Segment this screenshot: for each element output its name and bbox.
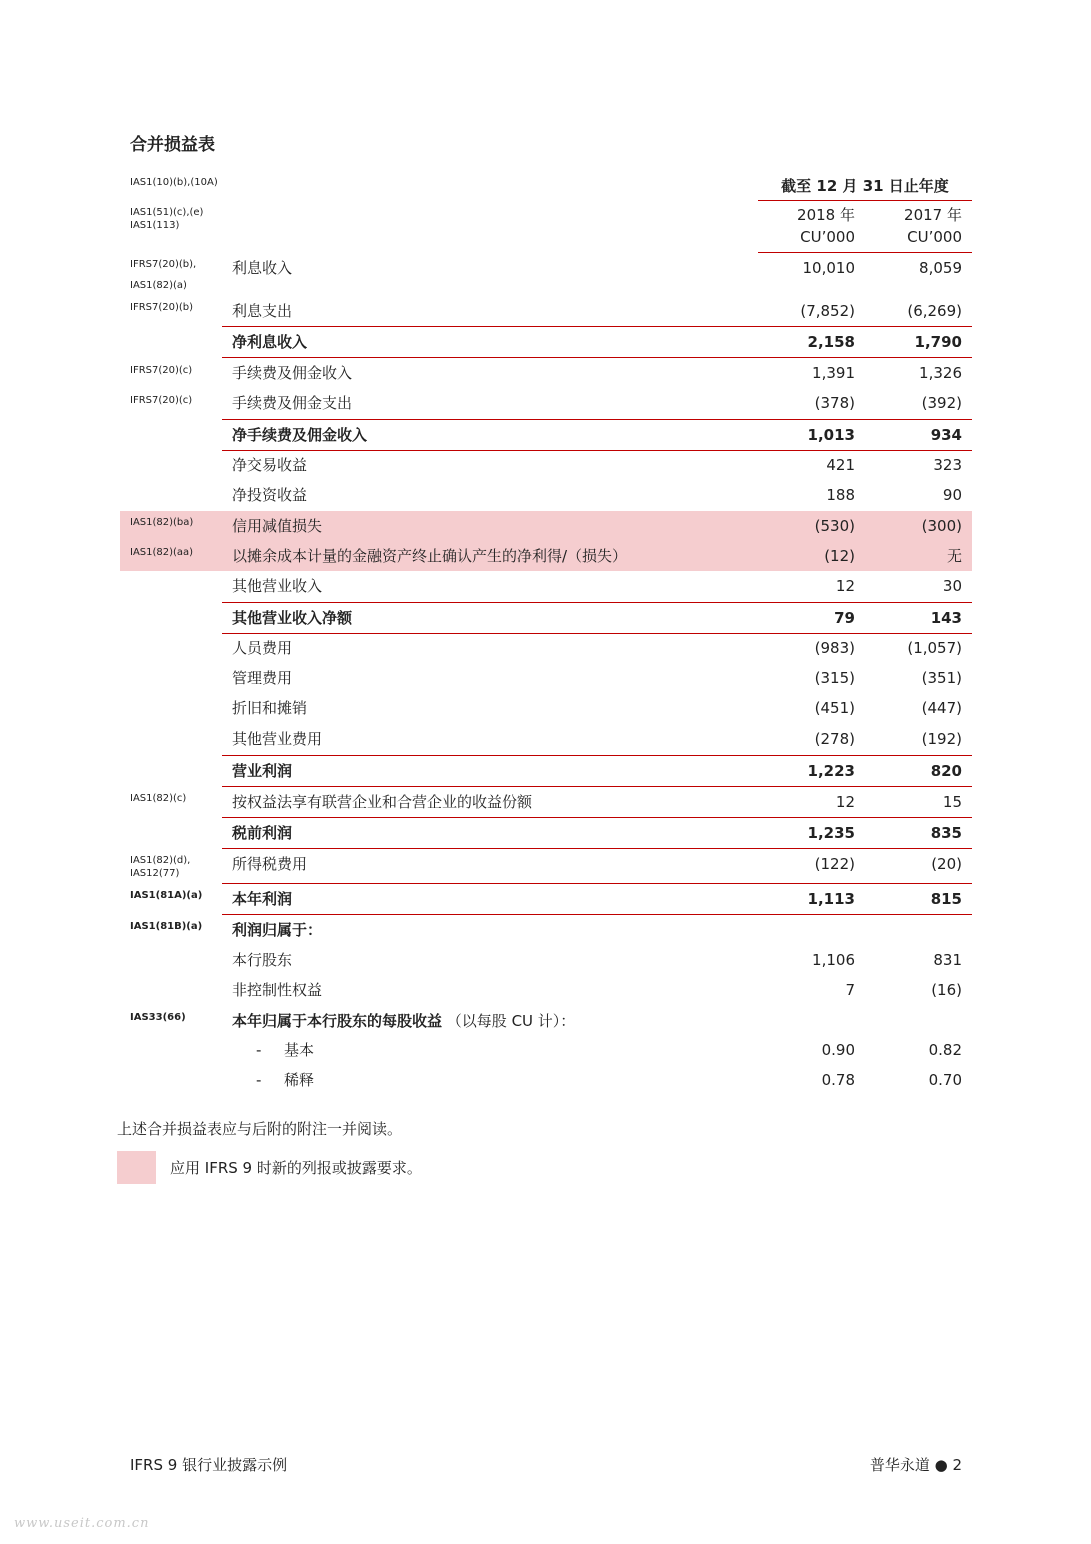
ref-income-tax-a: IAS1(82)(d),: [130, 855, 191, 866]
ref-derecognition: IAS1(82)(aa): [130, 547, 194, 558]
value-2017: 90: [942, 486, 962, 504]
column-header-2018: [755, 204, 855, 248]
table-row: [222, 787, 972, 817]
total-row: [222, 883, 972, 915]
value-2017: 15: [942, 793, 962, 811]
table-row: [222, 849, 972, 879]
ref-fee-expense: IFRS7(20)(c): [130, 395, 193, 406]
value-2018: 1,106: [812, 951, 855, 969]
row-label: 其他营业收入净额: [232, 609, 353, 627]
ref-income-tax-b: IAS12(77): [130, 868, 180, 879]
value-2018: 7: [845, 981, 855, 999]
value-2017: 143: [930, 609, 962, 627]
value-2018: 0.90: [821, 1041, 855, 1059]
table-row: [222, 693, 972, 723]
ref-profit: IAS1(81A)(a): [130, 890, 203, 901]
row-label: 营业利润: [232, 762, 293, 780]
value-2017: (300): [921, 517, 962, 535]
column-unit-2017: CU’000: [907, 228, 962, 246]
value-2017: 835: [930, 824, 962, 842]
footer-title: IFRS 9 银行业披露示例: [130, 1456, 288, 1474]
row-label: 利息收入: [232, 259, 293, 277]
row-label: 按权益法享有联营企业和合营企业的收益份额: [232, 793, 533, 811]
highlighted-row: [222, 511, 972, 541]
row-label: 其他营业收入: [232, 577, 323, 595]
section-heading-row: [222, 1006, 972, 1036]
value-2017: 934: [930, 426, 962, 444]
value-2018: (278): [814, 730, 855, 748]
value-2018: 10,010: [802, 259, 855, 277]
table-row: [222, 571, 972, 601]
ref-interest-income-a: IFRS7(20)(b),: [130, 259, 197, 270]
table-row: [222, 945, 972, 975]
value-2018: 2,158: [807, 333, 855, 351]
ref-attribution: IAS1(81B)(a): [130, 921, 203, 932]
row-label: 信用减值损失: [232, 517, 323, 535]
row-label: 所得税费用: [232, 855, 308, 873]
row-label: 稀释: [284, 1071, 315, 1089]
eps-unit-note: （以每股 CU 计）：: [446, 1012, 576, 1030]
row-label: 手续费及佣金支出: [232, 394, 353, 412]
value-2018: 1,235: [807, 824, 855, 842]
footer-page: 普华永道 ● 2: [869, 1456, 962, 1474]
ref-associates: IAS1(82)(c): [130, 793, 187, 804]
value-2017: (392): [921, 394, 962, 412]
value-2018: 1,013: [807, 426, 855, 444]
value-2017: 815: [930, 890, 962, 908]
watermark: www.useit.com.cn: [14, 1516, 150, 1531]
value-2018: (315): [814, 669, 855, 687]
list-dash: -: [256, 1071, 262, 1089]
value-2017: 0.82: [928, 1041, 962, 1059]
value-2017: (20): [931, 855, 962, 873]
value-2018: (983): [814, 639, 855, 657]
value-2018: 1,113: [807, 890, 855, 908]
row-label: 利息支出: [232, 302, 293, 320]
table-row: [222, 1065, 972, 1095]
subtotal-row: [222, 817, 972, 849]
value-2018: 188: [826, 486, 855, 504]
column-unit-2018: CU’000: [800, 228, 855, 246]
row-label: 其他营业费用: [232, 730, 323, 748]
ref-fee-income: IFRS7(20)(c): [130, 365, 193, 376]
value-2017: 无: [946, 547, 962, 565]
legend-text: 应用 IFRS 9 时新的列报或披露要求。: [170, 1159, 422, 1177]
page-title: 合并损益表: [130, 135, 215, 155]
value-2018: 0.78: [821, 1071, 855, 1089]
value-2017: 820: [930, 762, 962, 780]
value-2017: 323: [933, 456, 962, 474]
value-2018: (122): [814, 855, 855, 873]
value-2018: 79: [834, 609, 855, 627]
row-label: 手续费及佣金收入: [232, 364, 353, 382]
value-2018: (378): [814, 394, 855, 412]
table-row: [222, 724, 972, 754]
subtotal-row: [222, 602, 972, 634]
value-2018: (530): [814, 517, 855, 535]
ref-columns-b: IAS1(113): [130, 220, 180, 231]
table-row: [222, 480, 972, 510]
column-year-2017: 2017 年: [904, 206, 962, 224]
value-2018: 12: [835, 793, 855, 811]
value-2017: (447): [921, 699, 962, 717]
value-2017: 1,790: [914, 333, 962, 351]
ref-eps: IAS33(66): [130, 1012, 186, 1023]
row-label: 折旧和摊销: [232, 699, 308, 717]
value-2018: 421: [826, 456, 855, 474]
row-label: 管理费用: [232, 669, 293, 687]
ref-columns-a: IAS1(51)(c),(e): [130, 207, 204, 218]
row-label: 利润归属于：: [232, 921, 323, 939]
value-2017: (1,057): [907, 639, 962, 657]
row-label: 净利息收入: [232, 333, 308, 351]
value-2017: (16): [931, 981, 962, 999]
table-row: [222, 253, 972, 283]
row-label: 净交易收益: [232, 456, 308, 474]
table-row: [222, 296, 972, 326]
row-label: 基本: [284, 1041, 315, 1059]
value-2018: 12: [835, 577, 855, 595]
value-2018: 1,391: [812, 364, 855, 382]
value-2017: 0.70: [928, 1071, 962, 1089]
ref-interest-expense: IFRS7(20)(b): [130, 302, 194, 313]
value-2018: (12): [824, 547, 855, 565]
section-heading-row: [222, 915, 972, 945]
row-label: 以摊余成本计量的金融资产终止确认产生的净利得/（损失）: [232, 547, 628, 565]
row-label: 净手续费及佣金收入: [232, 426, 368, 444]
row-label: 本年利润: [232, 890, 293, 908]
value-2018: (7,852): [800, 302, 855, 320]
column-header-2017: [862, 204, 962, 248]
table-row: [222, 388, 972, 418]
table-row: [222, 1035, 972, 1065]
value-2017: (351): [921, 669, 962, 687]
legend-swatch: [117, 1151, 156, 1184]
row-label: 税前利润: [232, 824, 293, 842]
ref-credit-impairment: IAS1(82)(ba): [130, 517, 194, 528]
ref-period: IAS1(10)(b),(10A): [130, 177, 218, 188]
list-dash: -: [256, 1041, 262, 1059]
subtotal-row: [222, 755, 972, 787]
table-row: [222, 358, 972, 388]
value-2017: 1,326: [919, 364, 962, 382]
value-2017: (6,269): [907, 302, 962, 320]
subtotal-row: [222, 326, 972, 358]
period-header: 截至 12 月 31 日止年度: [758, 174, 972, 201]
value-2018: 1,223: [807, 762, 855, 780]
row-label: 人员费用: [232, 639, 293, 657]
row-label: [232, 1006, 575, 1036]
value-2017: 30: [942, 577, 962, 595]
value-2017: 8,059: [919, 259, 962, 277]
table-row: [222, 663, 972, 693]
table-row: [222, 975, 972, 1005]
value-2017: (192): [921, 730, 962, 748]
value-2017: 831: [933, 951, 962, 969]
eps-heading: 本年归属于本行股东的每股收益: [232, 1012, 443, 1030]
column-year-2018: 2018 年: [797, 206, 855, 224]
row-label: 净投资收益: [232, 486, 308, 504]
table-row: [222, 450, 972, 480]
statement-note: 上述合并损益表应与后附的附注一并阅读。: [117, 1120, 403, 1138]
highlighted-row: [222, 541, 972, 571]
subtotal-row: [222, 419, 972, 451]
ref-interest-income-b: IAS1(82)(a): [130, 280, 187, 291]
row-label: 本行股东: [232, 951, 293, 969]
value-2018: (451): [814, 699, 855, 717]
row-label: 非控制性权益: [232, 981, 323, 999]
table-row: [222, 633, 972, 663]
